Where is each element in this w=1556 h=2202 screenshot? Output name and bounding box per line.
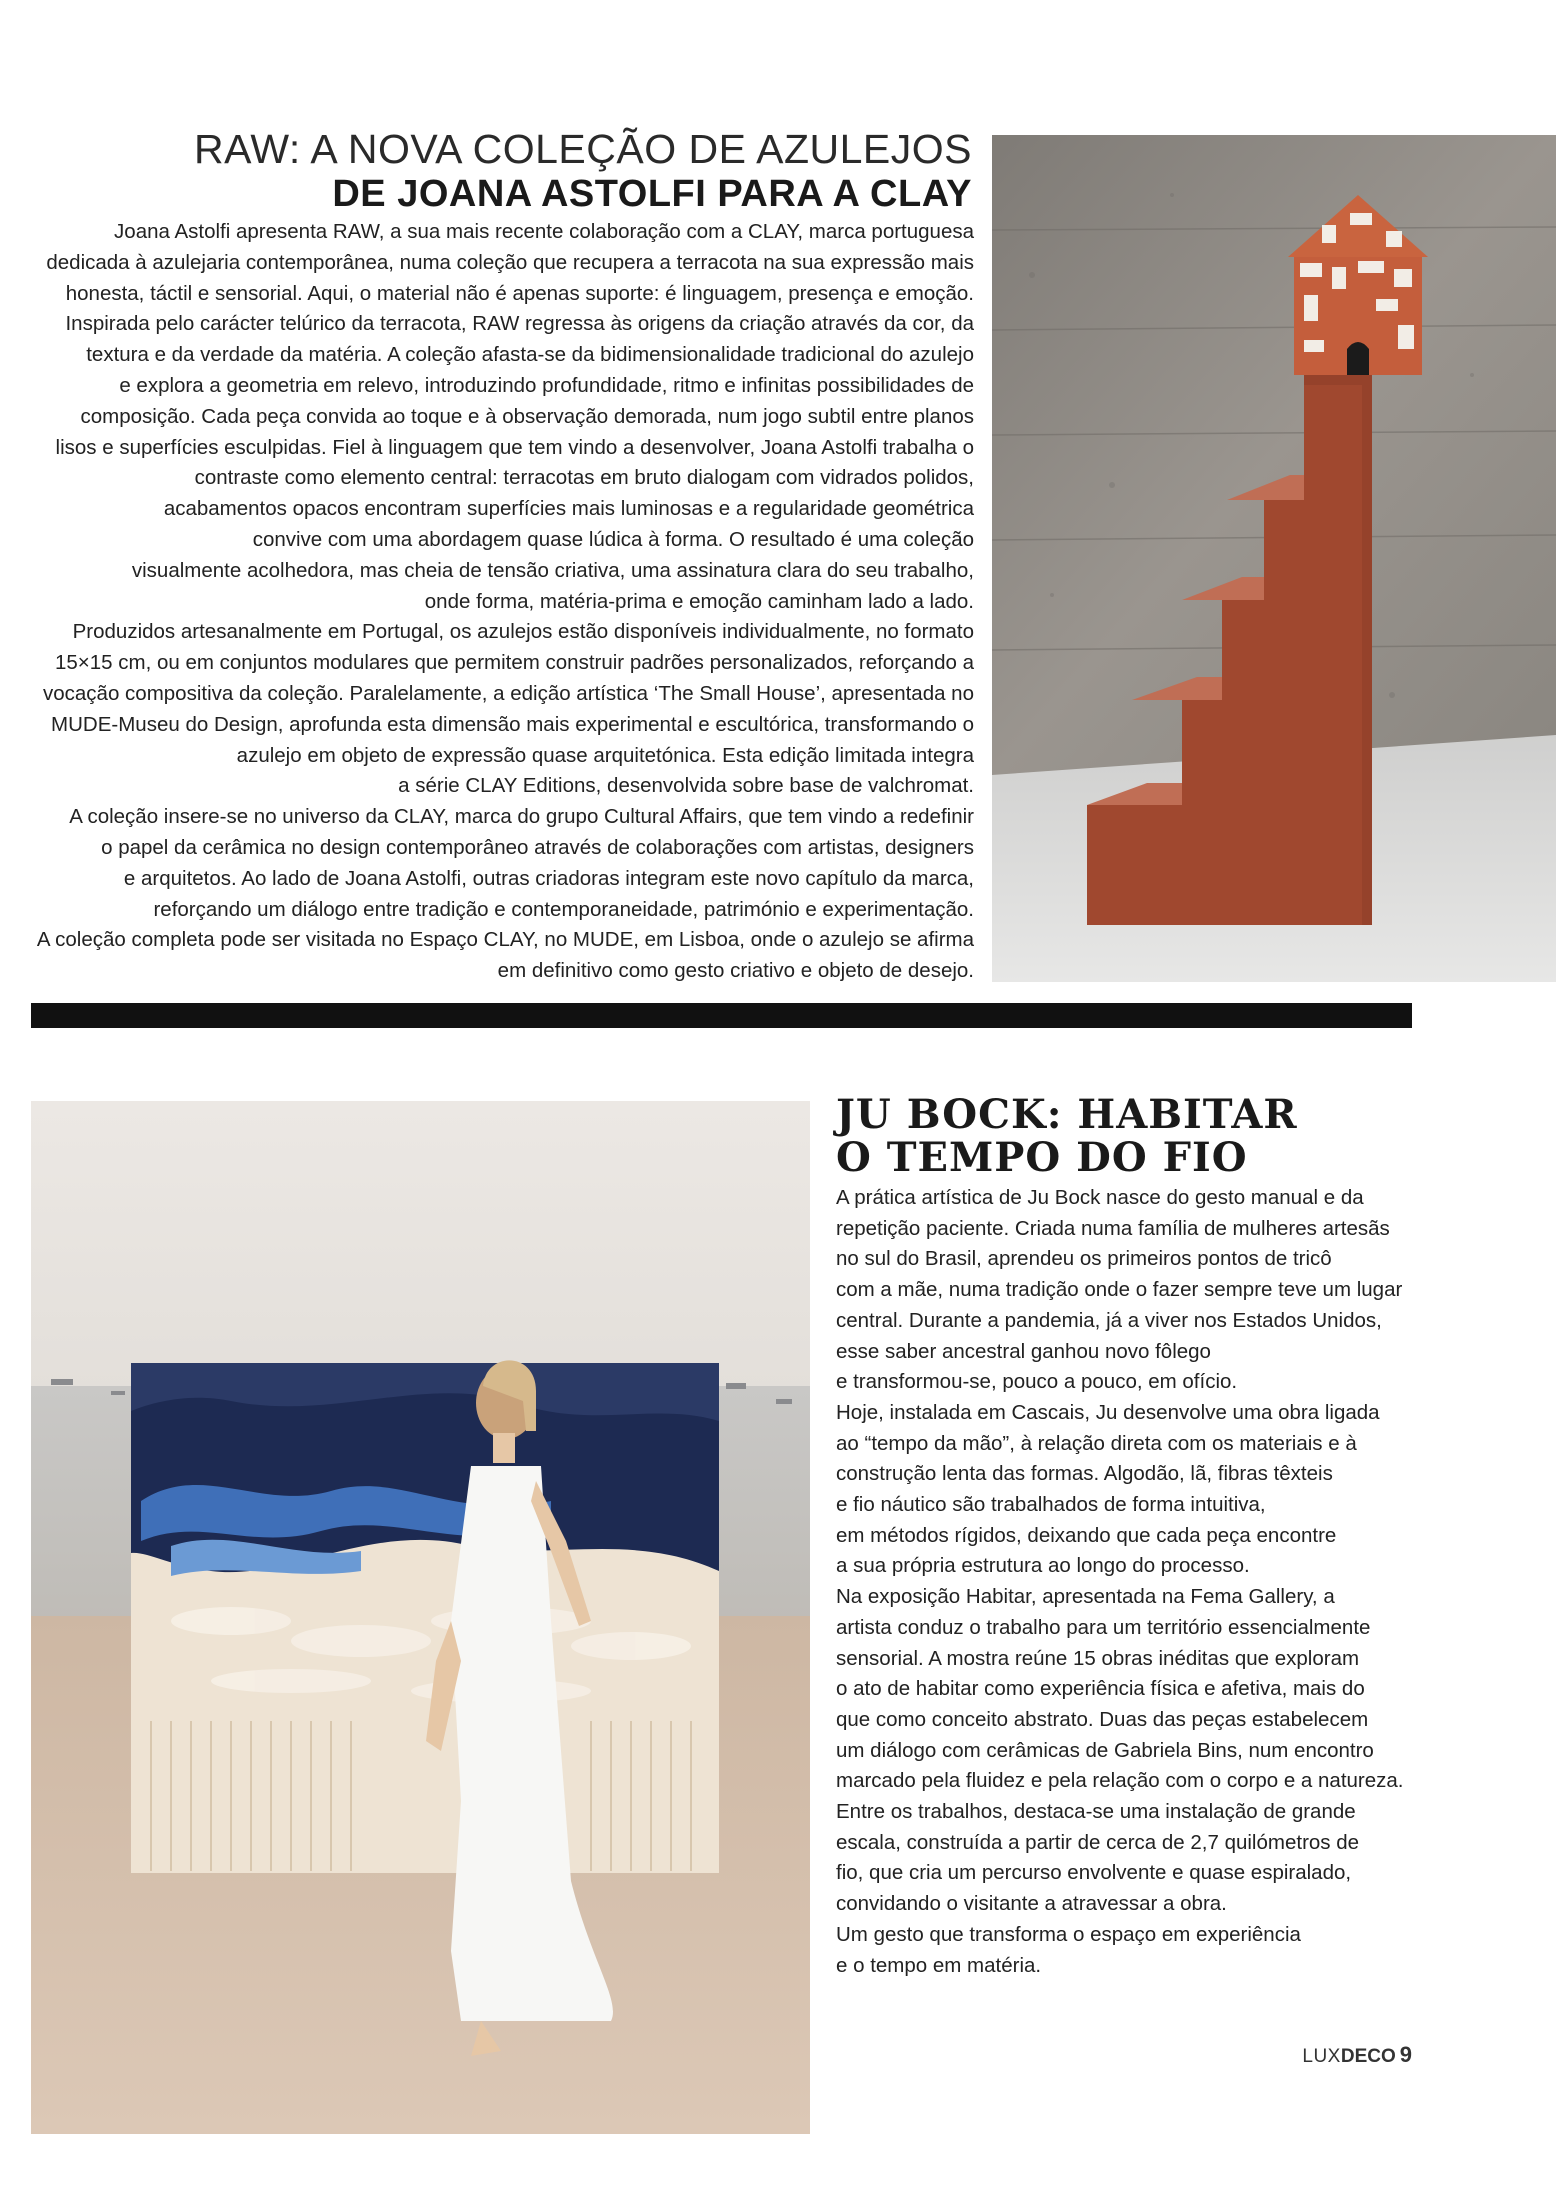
body-text-line: central. Durante a pandemia, já a viver nos Estados Unidos, — [836, 1308, 1382, 1332]
body-text-line: com a mãe, numa tradição onde o fazer sempre teve um lugar — [836, 1278, 1403, 1302]
body-text-line: contraste como elemento central: terracotas em bruto dialogam com vidrados polidos, — [194, 466, 974, 490]
body-text-line: A prática artística de Ju Bock nasce do gesto manual e da — [836, 1186, 1364, 1209]
body-text-line: marcado pela fluidez e pela relação com o corpo e a natureza. — [836, 1769, 1404, 1793]
body-text-line: A coleção insere-se no universo da CLAY, marca do grupo Cultural Affairs, que tem vindo a redefinir — [69, 805, 974, 829]
magazine-brand-part1: LUX — [1302, 2046, 1341, 2067]
body-text-line: azulejo em objeto de expressão quase arquitetónica. Esta edição limitada integra — [236, 743, 974, 767]
title-line-1: JU BOCK: HABITAR — [836, 1091, 1298, 1138]
body-text-line: o ato de habitar como experiência física e afetiva, mais do — [836, 1677, 1365, 1701]
staircase-illustration — [992, 135, 1556, 982]
body-text-line: Inspirada pelo carácter telúrico da terracota, RAW regressa às origens da criação através da cor, da — [65, 312, 974, 336]
body-text-line: reforçando um diálogo entre tradição e contemporaneidade, património e experimentação. — [153, 897, 974, 921]
body-text-line: e o tempo em matéria. — [836, 1953, 1042, 1977]
body-text-line: honesta, táctil e sensorial. Aqui, o material não é apenas suporte: é linguagem, presença e emoção. — [65, 281, 974, 305]
body-text-line: esse saber ancestral ganhou novo fôlego — [836, 1339, 1211, 1363]
terracotta-staircase-photo — [992, 135, 1556, 982]
body-text-line: convidando o visitante a atravessar a obra. — [836, 1892, 1227, 1916]
body-text-line: Um gesto que transforma o espaço em experiência — [836, 1922, 1301, 1946]
body-text-line: fio, que cria um percurso envolvente e quase espiralado, — [836, 1861, 1352, 1885]
body-text-line: convive com uma abordagem quase lúdica à forma. O resultado é uma coleção — [252, 527, 974, 551]
body-text-line: construção lenta das formas. Algodão, lã, fibras têxteis — [836, 1462, 1333, 1486]
section-divider-bar — [31, 1003, 1412, 1028]
body-text-line: escala, construída a partir de cerca de 2,7 quilómetros de — [836, 1830, 1360, 1854]
body-text-line: e transformou-se, pouco a pouco, em ofício. — [836, 1370, 1238, 1394]
body-text-line: textura e da verdade da matéria. A coleção afasta-se da bidimensionalidade tradicional do azulejo — [86, 343, 974, 367]
body-text-line: ao “tempo da mão”, à relação direta com os materiais e à — [836, 1431, 1357, 1455]
body-text-line: onde forma, matéria-prima e emoção caminham lado a lado. — [424, 589, 974, 613]
weaving-beach-illustration — [31, 1101, 810, 2134]
body-text-line: e arquitetos. Ao lado de Joana Astolfi, outras criadoras integram este novo capítulo da marca, — [123, 866, 974, 890]
body-text-line: repetição paciente. Criada numa família de mulheres artesãs — [836, 1216, 1390, 1240]
body-text-line: em métodos rígidos, deixando que cada peça encontre — [836, 1523, 1337, 1547]
magazine-brand-part2: DECO — [1340, 2046, 1396, 2067]
body-text-line: Na exposição Habitar, apresentada na Fema Gallery, a — [836, 1585, 1335, 1609]
body-text-line: no sul do Brasil, aprendeu os primeiros pontos de tricô — [836, 1247, 1332, 1271]
article-body-raw — [30, 217, 974, 987]
body-text-line: o papel da cerâmica no design contemporâneo através de colaborações com artistas, designers — [101, 835, 974, 859]
body-text-line: visualmente acolhedora, mas cheia de tensão criativa, uma assinatura clara do seu trabalho, — [131, 558, 974, 582]
body-text-line: artista conduz o trabalho para um território essencialmente — [836, 1615, 1371, 1639]
body-text-line: sensorial. A mostra reúne 15 obras inéditas que exploram — [836, 1646, 1360, 1670]
body-text-line: Entre os trabalhos, destaca-se uma instalação de grande — [836, 1800, 1356, 1824]
article-title-ju-bock — [836, 1093, 1396, 1179]
body-text-line: que como conceito abstrato. Duas das peças estabelecem — [836, 1707, 1369, 1731]
body-text-line: acabamentos opacos encontram superfícies mais luminosas e a regularidade geométrica — [163, 497, 974, 521]
page-folio — [1250, 2042, 1412, 2068]
body-text-line: um diálogo com cerâmicas de Gabriela Bins, num encontro — [836, 1738, 1374, 1762]
body-text-line: Joana Astolfi apresenta RAW, a sua mais recente colaboração com a CLAY, marca portuguesa — [114, 220, 974, 243]
ju-bock-weaving-photo — [31, 1101, 810, 2134]
page-number: 9 — [1399, 2042, 1412, 2067]
article-body-ju-bock — [836, 1183, 1416, 1981]
title-line-2: DE JOANA ASTOLFI PARA A CLAY — [332, 173, 972, 215]
body-text-line: MUDE-Museu do Design, aprofunda esta dimensão mais experimental e escultórica, transformando o — [51, 712, 974, 736]
article-title-raw — [30, 126, 972, 216]
body-text-line: Produzidos artesanalmente em Portugal, os azulejos estão disponíveis individualmente, no formato — [72, 620, 974, 644]
body-text-line: em definitivo como gesto criativo e objeto de desejo. — [497, 959, 974, 983]
body-text-line: lisos e superfícies esculpidas. Fiel à linguagem que tem vindo a desenvolver, Joana Astolfi trabalha o — [55, 435, 974, 459]
body-text-line: a série CLAY Editions, desenvolvida sobre base de valchromat. — [398, 774, 974, 798]
body-text-line: Hoje, instalada em Cascais, Ju desenvolve uma obra ligada — [836, 1400, 1380, 1424]
body-text-line: e explora a geometria em relevo, introduzindo profundidade, ritmo e infinitas possibilidades de — [119, 373, 974, 397]
body-text-line: vocação compositiva da coleção. Paralelamente, a edição artística ‘The Small House’, apresentada no — [43, 681, 974, 705]
body-text-line: a sua própria estrutura ao longo do processo. — [836, 1554, 1250, 1578]
body-text-line: dedicada à azulejaria contemporânea, numa coleção que recupera a terracota na sua expressão mais — [46, 250, 974, 274]
body-text-line: e fio náutico são trabalhados de forma intuitiva, — [836, 1493, 1266, 1517]
title-line-2: O TEMPO DO FIO — [836, 1134, 1248, 1181]
body-text-line: 15×15 cm, ou em conjuntos modulares que permitem construir padrões personalizados, reforçando a — [54, 651, 974, 675]
body-text-line: A coleção completa pode ser visitada no Espaço CLAY, no MUDE, em Lisboa, onde o azulejo se afirma — [36, 928, 974, 952]
body-text-line: composição. Cada peça convida ao toque e à observação demorada, num jogo subtil entre planos — [80, 404, 974, 428]
title-line-1: RAW: A NOVA COLEÇÃO DE AZULEJOS — [193, 126, 972, 172]
